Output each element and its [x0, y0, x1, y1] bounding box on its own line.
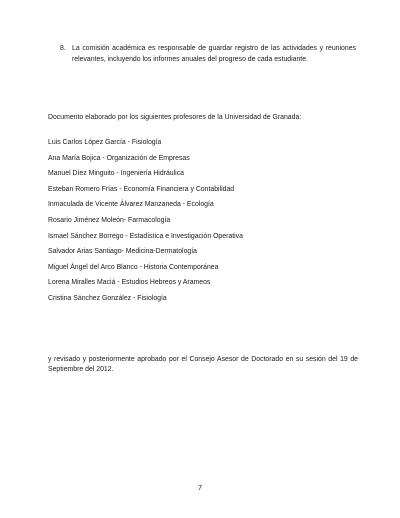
list-item-number: 8.: [60, 45, 66, 52]
professor-entry: Manuel Díez Minguito - Ingeniería Hidráulica: [48, 170, 184, 178]
page-number: 7: [198, 485, 202, 492]
professor-list: [48, 138, 358, 310]
professor-entry: Inmaculada de Vicente Álvarez Manzaneda - Ecología: [48, 201, 214, 209]
list-item-text: La comisión académica es responsable de guardar registro de las actividades y reuniones relevantes, incluyendo los informes anuales del progreso de cada estudiante.: [72, 45, 356, 63]
authors-intro: Documento elaborado por los siguientes profesores de la Universidad de Granada:: [48, 114, 302, 121]
professor-entry: Rosario Jiménez Moleón- Farmacología: [48, 216, 171, 224]
professor-entry: Ismael Sánchez Borrego - Estadística e Investigación Operativa: [48, 232, 243, 240]
professor-entry: Salvador Arias Santiago- Medicina-Dermatología: [48, 248, 197, 256]
professor-entry: Miguel Ángel del Arco Blanco - Historia Contemporánea: [48, 263, 219, 271]
list-item-8: [60, 43, 356, 65]
professor-entry: Esteban Romero Frías - Economía Financiera y Contabilidad: [48, 185, 235, 193]
approval-statement: y revisado y posteriormente aprobado por el Consejo Asesor de Doctorado en su sesión del 19 de Septiembre del 2012.: [48, 356, 358, 373]
professor-entry: Ana María Bojica - Organización de Empresas: [48, 154, 190, 162]
professor-entry: Cristina Sánchez González - Fisiología: [48, 294, 167, 302]
professor-entry: Luis Carlos López García - Fisiología: [48, 139, 162, 146]
professor-entry: Lorena Miralles Maciá - Estudios Hebreos y Arameos: [48, 279, 211, 287]
